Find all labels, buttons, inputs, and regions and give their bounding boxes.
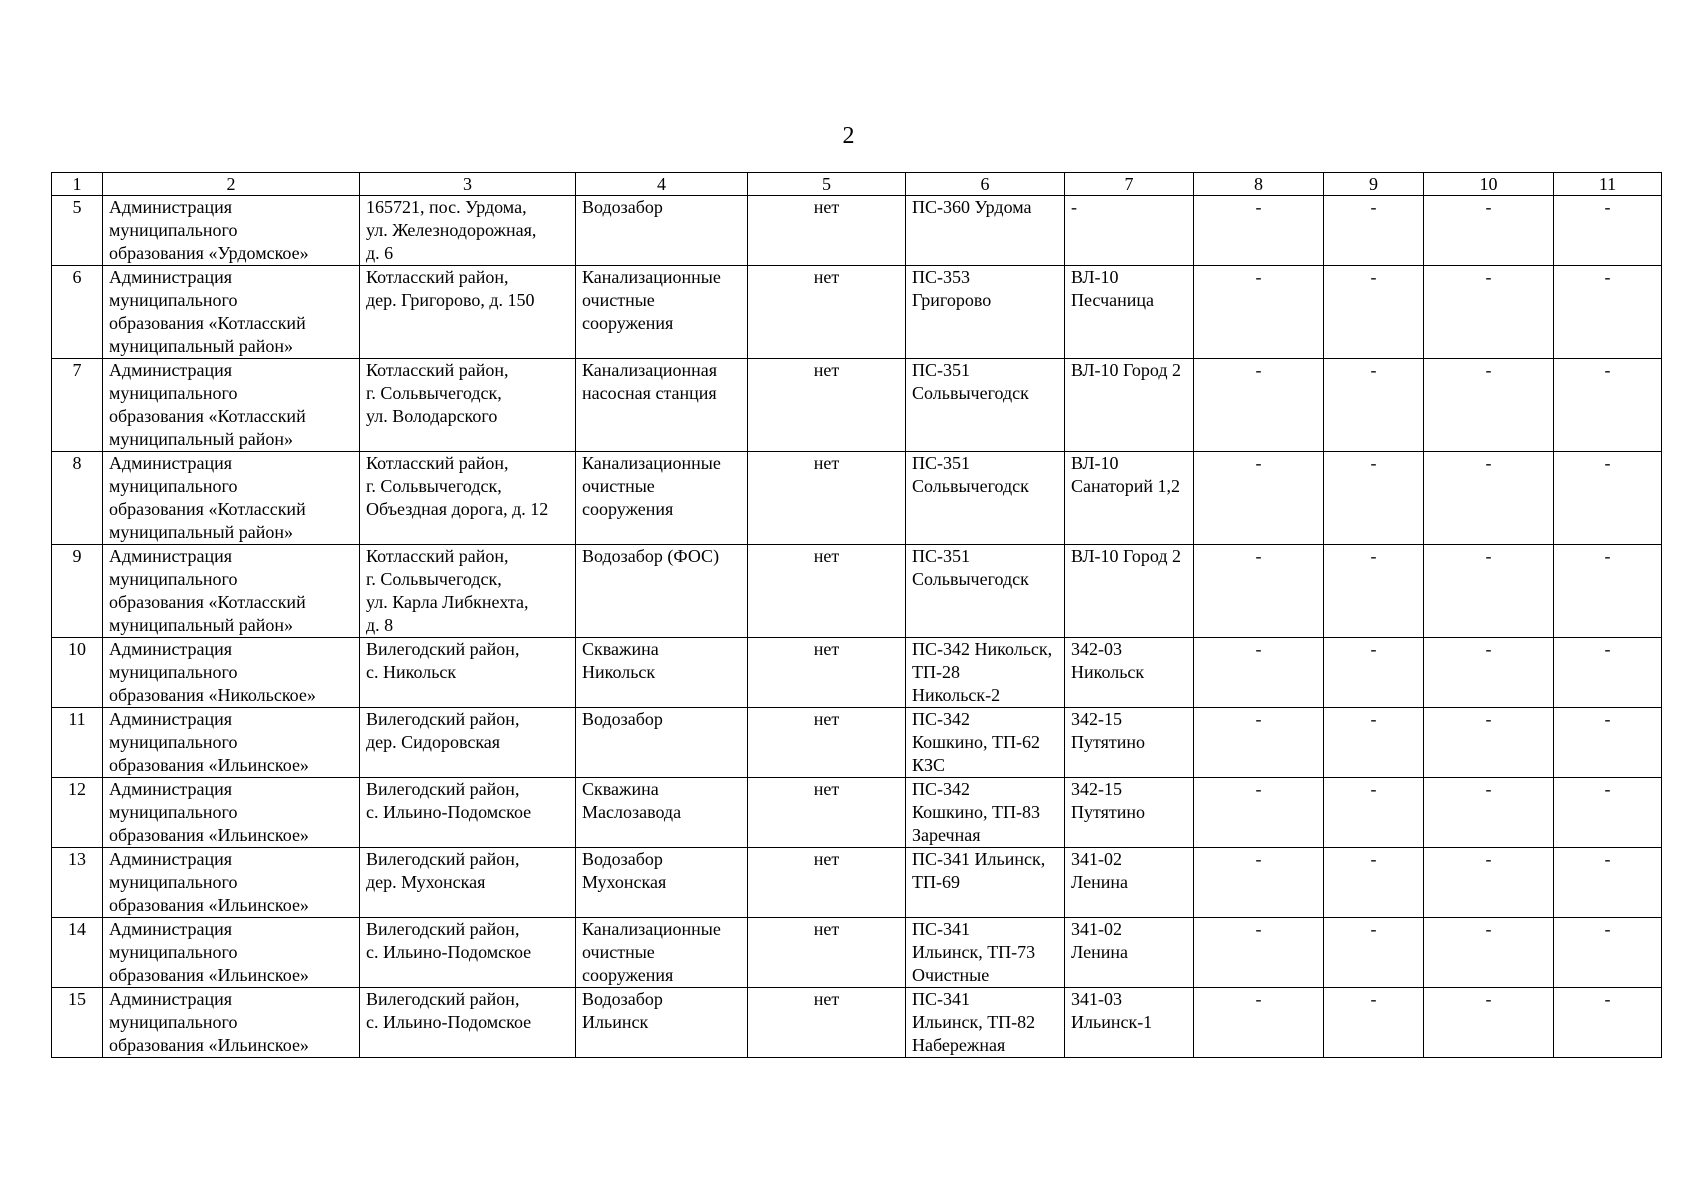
column-header-1: 1 [52, 173, 103, 196]
column-header-7: 7 [1065, 173, 1194, 196]
col8-cell: - [1194, 918, 1324, 988]
col8-cell: - [1194, 708, 1324, 778]
col9-cell: - [1324, 266, 1424, 359]
table-header [52, 173, 1662, 196]
col8-cell: - [1194, 848, 1324, 918]
col8-cell: - [1194, 778, 1324, 848]
address-cell: Котласский район, г. Сольвычегодск, ул. Володарского [360, 359, 576, 452]
row-number: 12 [52, 778, 103, 848]
column-header-5: 5 [748, 173, 906, 196]
row-number: 9 [52, 545, 103, 638]
col8-cell: - [1194, 988, 1324, 1058]
owner-cell: Администрация муниципального образования «Котласский муниципальный район» [103, 359, 360, 452]
table-row [52, 545, 1662, 638]
col11-cell: - [1554, 359, 1662, 452]
substation-cell: ПС-351 Сольвычегодск [906, 452, 1065, 545]
col8-cell: - [1194, 266, 1324, 359]
col10-cell: - [1424, 708, 1554, 778]
owner-cell: Администрация муниципального образования «Котласский муниципальный район» [103, 545, 360, 638]
owner-cell: Администрация муниципального образования «Ильинское» [103, 988, 360, 1058]
col11-cell: - [1554, 918, 1662, 988]
row-number: 13 [52, 848, 103, 918]
substation-cell: ПС-341 Ильинск, ТП-69 [906, 848, 1065, 918]
substation-cell: ПС-351 Сольвычегодск [906, 545, 1065, 638]
column-header-4: 4 [576, 173, 748, 196]
facility-cell: Водозабор (ФОС) [576, 545, 748, 638]
facility-cell: Водозабор Мухонская [576, 848, 748, 918]
col11-cell: - [1554, 452, 1662, 545]
reserve-cell: нет [748, 196, 906, 266]
address-cell: Котласский район, г. Сольвычегодск, ул. Карла Либкнехта, д. 8 [360, 545, 576, 638]
address-cell: Вилегодский район, дер. Мухонская [360, 848, 576, 918]
table-row [52, 638, 1662, 708]
substation-cell: ПС-341 Ильинск, ТП-73 Очистные [906, 918, 1065, 988]
col9-cell: - [1324, 196, 1424, 266]
address-cell: Вилегодский район, с. Ильино-Подомское [360, 988, 576, 1058]
col10-cell: - [1424, 196, 1554, 266]
feeder-cell: 342-03 Никольск [1065, 638, 1194, 708]
owner-cell: Администрация муниципального образования «Ильинское» [103, 918, 360, 988]
facility-cell: Водозабор Ильинск [576, 988, 748, 1058]
substation-cell: ПС-341 Ильинск, ТП-82 Набережная [906, 988, 1065, 1058]
reserve-cell: нет [748, 359, 906, 452]
col10-cell: - [1424, 638, 1554, 708]
col8-cell: - [1194, 545, 1324, 638]
column-header-8: 8 [1194, 173, 1324, 196]
row-number: 7 [52, 359, 103, 452]
col10-cell: - [1424, 545, 1554, 638]
reserve-cell: нет [748, 545, 906, 638]
col11-cell: - [1554, 196, 1662, 266]
col11-cell: - [1554, 266, 1662, 359]
address-cell: 165721, пос. Урдома, ул. Железнодорожная, д. 6 [360, 196, 576, 266]
row-number: 10 [52, 638, 103, 708]
table-row [52, 708, 1662, 778]
col8-cell: - [1194, 196, 1324, 266]
reserve-cell: нет [748, 988, 906, 1058]
header-row [52, 173, 1662, 196]
address-cell: Вилегодский район, с. Никольск [360, 638, 576, 708]
column-header-3: 3 [360, 173, 576, 196]
facility-cell: Скважина Никольск [576, 638, 748, 708]
address-cell: Вилегодский район, дер. Сидоровская [360, 708, 576, 778]
col11-cell: - [1554, 638, 1662, 708]
col11-cell: - [1554, 778, 1662, 848]
reserve-cell: нет [748, 918, 906, 988]
address-cell: Вилегодский район, с. Ильино-Подомское [360, 918, 576, 988]
col10-cell: - [1424, 266, 1554, 359]
owner-cell: Администрация муниципального образования «Никольское» [103, 638, 360, 708]
col9-cell: - [1324, 359, 1424, 452]
col9-cell: - [1324, 918, 1424, 988]
substation-cell: ПС-353 Григорово [906, 266, 1065, 359]
col11-cell: - [1554, 708, 1662, 778]
reserve-cell: нет [748, 848, 906, 918]
col10-cell: - [1424, 988, 1554, 1058]
table-row [52, 196, 1662, 266]
row-number: 14 [52, 918, 103, 988]
substation-cell: ПС-360 Урдома [906, 196, 1065, 266]
col10-cell: - [1424, 778, 1554, 848]
facility-cell: Водозабор [576, 708, 748, 778]
row-number: 5 [52, 196, 103, 266]
col11-cell: - [1554, 988, 1662, 1058]
col11-cell: - [1554, 545, 1662, 638]
col9-cell: - [1324, 545, 1424, 638]
col9-cell: - [1324, 778, 1424, 848]
row-number: 8 [52, 452, 103, 545]
table-row [52, 848, 1662, 918]
col8-cell: - [1194, 359, 1324, 452]
owner-cell: Администрация муниципального образования «Котласский муниципальный район» [103, 266, 360, 359]
table-row [52, 778, 1662, 848]
owner-cell: Администрация муниципального образования «Ильинское» [103, 778, 360, 848]
col9-cell: - [1324, 638, 1424, 708]
facility-cell: Водозабор [576, 196, 748, 266]
feeder-cell: 342-15 Путятино [1065, 708, 1194, 778]
col10-cell: - [1424, 359, 1554, 452]
facility-cell: Канализационные очистные сооружения [576, 266, 748, 359]
feeder-cell: 341-03 Ильинск-1 [1065, 988, 1194, 1058]
col8-cell: - [1194, 452, 1324, 545]
col10-cell: - [1424, 452, 1554, 545]
table-row [52, 266, 1662, 359]
column-header-10: 10 [1424, 173, 1554, 196]
table-body [52, 196, 1662, 1058]
owner-cell: Администрация муниципального образования «Котласский муниципальный район» [103, 452, 360, 545]
reserve-cell: нет [748, 452, 906, 545]
col9-cell: - [1324, 988, 1424, 1058]
col9-cell: - [1324, 848, 1424, 918]
col8-cell: - [1194, 638, 1324, 708]
owner-cell: Администрация муниципального образования «Ильинское» [103, 708, 360, 778]
facility-cell: Канализационные очистные сооружения [576, 452, 748, 545]
facility-cell: Канализационные очистные сооружения [576, 918, 748, 988]
table-row [52, 359, 1662, 452]
reserve-cell: нет [748, 638, 906, 708]
facility-cell: Скважина Маслозавода [576, 778, 748, 848]
col10-cell: - [1424, 918, 1554, 988]
page-number: 2 [842, 123, 855, 149]
feeder-cell: 342-15 Путятино [1065, 778, 1194, 848]
reserve-cell: нет [748, 266, 906, 359]
table-row [52, 452, 1662, 545]
row-number: 15 [52, 988, 103, 1058]
row-number: 11 [52, 708, 103, 778]
owner-cell: Администрация муниципального образования «Ильинское» [103, 848, 360, 918]
reserve-cell: нет [748, 778, 906, 848]
feeder-cell: ВЛ-10 Город 2 [1065, 359, 1194, 452]
feeder-cell: ВЛ-10 Песчаница [1065, 266, 1194, 359]
row-number: 6 [52, 266, 103, 359]
col11-cell: - [1554, 848, 1662, 918]
facility-cell: Канализационная насосная станция [576, 359, 748, 452]
feeder-cell: - [1065, 196, 1194, 266]
reserve-cell: нет [748, 708, 906, 778]
table-row [52, 918, 1662, 988]
address-cell: Котласский район, г. Сольвычегодск, Объездная дорога, д. 12 [360, 452, 576, 545]
table-row [52, 988, 1662, 1058]
column-header-11: 11 [1554, 173, 1662, 196]
address-cell: Котласский район, дер. Григорово, д. 150 [360, 266, 576, 359]
col9-cell: - [1324, 708, 1424, 778]
substation-cell: ПС-342 Кошкино, ТП-62 КЗС [906, 708, 1065, 778]
column-header-6: 6 [906, 173, 1065, 196]
column-header-2: 2 [103, 173, 360, 196]
col10-cell: - [1424, 848, 1554, 918]
substation-cell: ПС-351 Сольвычегодск [906, 359, 1065, 452]
facilities-table [51, 172, 1662, 1058]
feeder-cell: ВЛ-10 Город 2 [1065, 545, 1194, 638]
feeder-cell: ВЛ-10 Санаторий 1,2 [1065, 452, 1194, 545]
owner-cell: Администрация муниципального образования «Урдомское» [103, 196, 360, 266]
feeder-cell: 341-02 Ленина [1065, 848, 1194, 918]
substation-cell: ПС-342 Кошкино, ТП-83 Заречная [906, 778, 1065, 848]
feeder-cell: 341-02 Ленина [1065, 918, 1194, 988]
substation-cell: ПС-342 Никольск, ТП-28 Никольск-2 [906, 638, 1065, 708]
col9-cell: - [1324, 452, 1424, 545]
column-header-9: 9 [1324, 173, 1424, 196]
address-cell: Вилегодский район, с. Ильино-Подомское [360, 778, 576, 848]
